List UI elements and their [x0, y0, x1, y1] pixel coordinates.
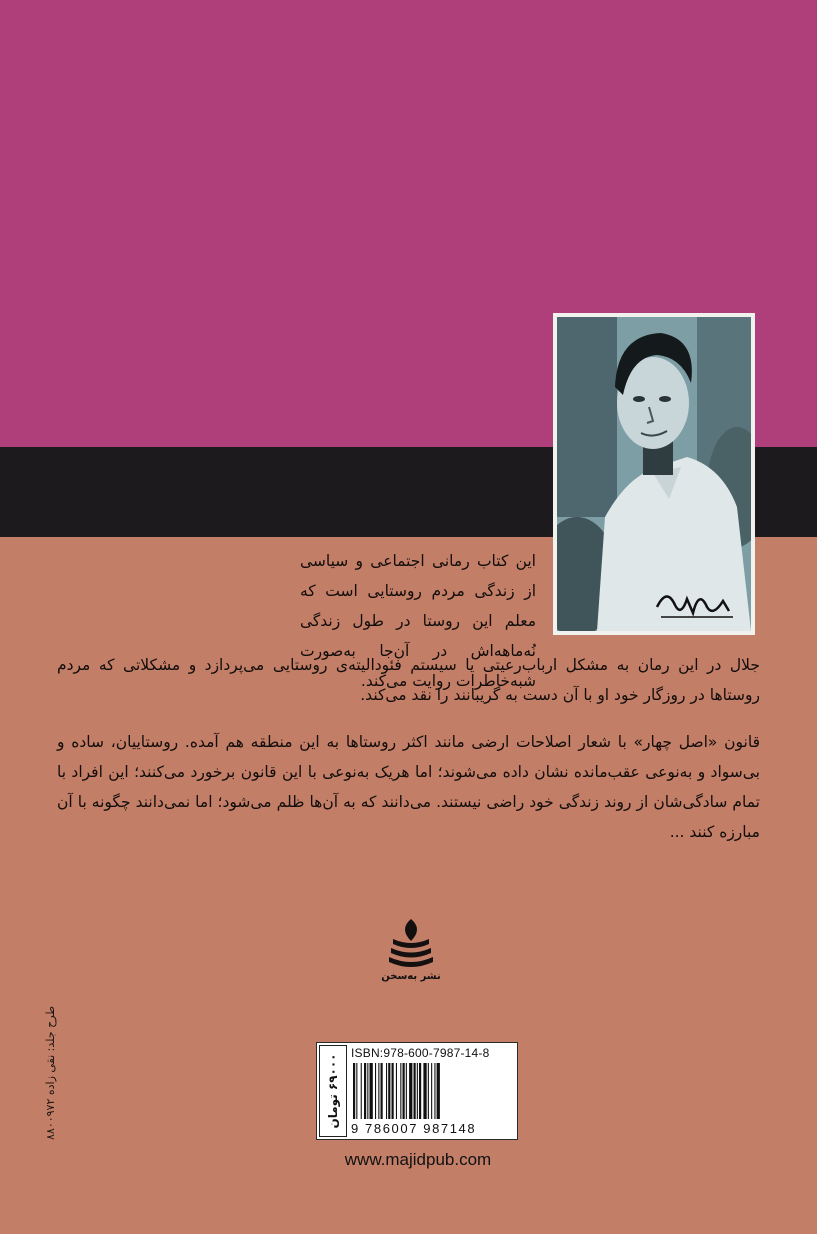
cover-designer-credit: طرح جلد: نقی زاده ۸۸۰۰۹۷۲: [44, 1005, 57, 1140]
publisher-name: نشر به‌سخن: [381, 971, 441, 982]
author-portrait: [553, 313, 755, 635]
website-url: www.majidpub.com: [344, 1150, 492, 1169]
author-portrait-icon: [557, 317, 751, 631]
description-paragraph-1: این کتاب رمانی اجتماعی و سیاسی از زندگی مردم روستایی است که معلم این روستا در طول زندگی نُه‌ماهه‌اش در آن‌جا به‌صورت شبه‌خاطرات روایت می‌کند.: [300, 552, 536, 690]
barcode-panel: [316, 1042, 518, 1140]
isbn-text: ISBN:978-600-7987-14-8: [351, 1046, 490, 1060]
price-text: ۶۹۰۰۰ تومان: [326, 1053, 340, 1129]
barcode-digits: 9 786007 987148: [351, 1121, 477, 1136]
description-paragraph-2: جلال در این رمان به مشکل ارباب‌رعیتی یا سیستم فئودالیته‌ی روستایی می‌پردازد و مشکلاتی که مردم روستاها در روزگار خود او با آن دست به گریبانند را نقد می‌کند.: [57, 656, 760, 704]
publisher-logo: [383, 917, 439, 987]
barcode-icon: [351, 1063, 516, 1119]
description-paragraph-3: قانون «اصل چهار» با شعار اصلاحات ارضی مانند اکثر روستاها به این منطقه هم آمده. روستاییان، ساده و بی‌سواد و به‌نوعی عقب‌مانده نشان داده می‌شوند؛ اما هریک به‌نوعی با این قانون برخورد می‌کنند؛ این افراد با تمام سادگی‌شان از روند زندگی خود راضی نیستند. می‌دانند که به آن‌ها ظلم می‌شود؛ اما نمی‌دانند چگونه با آن مبارزه کنند ...: [57, 733, 760, 841]
price-label: [319, 1045, 347, 1137]
